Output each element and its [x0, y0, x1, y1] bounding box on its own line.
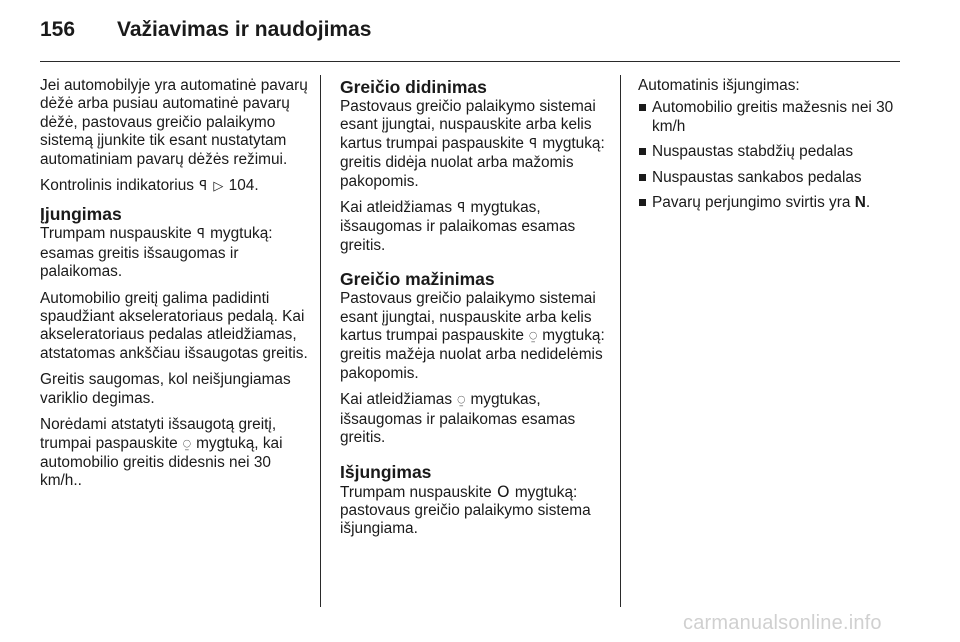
list-item: Pavarų perjungimo svirtis yra N.: [638, 194, 900, 212]
indicator-paragraph: Kontrolinis indikatorius ꟼ ▷ 104.: [40, 177, 259, 195]
accelerate-paragraph: Automobilio greitį galima padidinti spaudžiant akseleratoriaus pedalą. Kai akseleratoriaus pedalas atleidžiamas, atstatomas ankščiau išsaugotas greitis.: [40, 289, 308, 362]
section-title: Važiavimas ir naudojimas: [117, 18, 372, 41]
list-item: Automobilio greitis mažesnis nei 30 km/h: [638, 99, 900, 136]
heading-ijungimas: Įjungimas: [40, 204, 122, 225]
column-divider-2: [620, 75, 621, 607]
cruise-resume-icon: ⍜: [457, 393, 466, 409]
auto-off-intro: Automatinis išjungimas:: [638, 77, 800, 94]
gear-n-label: N: [854, 194, 866, 212]
resume-paragraph: Norėdami atstatyti išsaugotą greitį, trumpai paspauskite ⍜ mygtuką, kai automobilio greitis didesnis nei 30 km/h..: [40, 416, 283, 490]
auto-off-list: [638, 99, 900, 212]
cruise-resume-icon: ⍜: [183, 436, 191, 452]
page-reference-icon: ▷: [213, 179, 224, 195]
mazinimas-release-paragraph: Kai atleidžiamas ⍜ mygtukas, išsaugomas ir palaikomas esamas greitis.: [340, 391, 576, 447]
list-item: Nuspaustas sankabos pedalas: [638, 169, 900, 187]
page-reference-link[interactable]: 104.: [228, 177, 259, 195]
cruise-control-icon: ꟼ: [196, 227, 205, 243]
didinimas-release-paragraph: Kai atleidžiamas ꟼ mygtukas, išsaugomas ir palaikomas esamas greitis.: [340, 199, 576, 254]
cruise-off-icon: O: [496, 481, 510, 501]
column-divider-1: [320, 75, 321, 607]
isjungimas-paragraph: Trumpam nuspauskite O mygtuką: pastovaus greičio palaikymo sistema išjungiama.: [340, 481, 591, 538]
heading-isjungimas: Išjungimas: [340, 461, 432, 482]
ijungimas-paragraph: Trumpam nuspauskite ꟼ mygtuką: esamas greitis išsaugomas ir palaikomas.: [40, 225, 273, 281]
heading-mazinimas: Greičio mažinimas: [340, 269, 495, 290]
cruise-control-icon: ꟼ: [529, 136, 538, 152]
header-rule: [40, 61, 900, 62]
intro-paragraph: Jei automobilyje yra automatinė pavarų dėžė arba pusiau automatinė pavarų dėžė, pastovaus greičio palaikymo sistemą įjunkite tik esant nustatytam automatiniam pavarų dėžės režimui.: [40, 77, 308, 168]
column-middle: [340, 77, 608, 547]
cruise-control-icon: ꟼ: [457, 201, 466, 217]
column-left: [40, 77, 308, 499]
cruise-control-icon: ꟼ: [199, 179, 208, 195]
storage-paragraph: Greitis saugomas, kol neišjungiamas variklio degimas.: [40, 371, 291, 407]
page-number: 156: [40, 18, 76, 41]
didinimas-paragraph: Pastovaus greičio palaikymo sistemai esant įjungtai, nuspauskite arba kelis kartus trumpai paspauskite ꟼ mygtuką: greitis didėja nuolat arba mažomis pakopomis.: [340, 98, 605, 190]
list-item: Nuspaustas stabdžių pedalas: [638, 143, 900, 161]
heading-didinimas: Greičio didinimas: [340, 77, 487, 97]
cruise-resume-icon: ⍜: [529, 329, 538, 345]
watermark: carmanualsonline.info: [683, 612, 882, 634]
column-right: [638, 77, 900, 219]
mazinimas-paragraph: Pastovaus greičio palaikymo sistemai esant įjungtai, nuspauskite arba kelis kartus trumpai paspauskite ⍜ mygtuką: greitis mažėja nuolat arba nedidelėmis pakopomis.: [340, 290, 605, 382]
